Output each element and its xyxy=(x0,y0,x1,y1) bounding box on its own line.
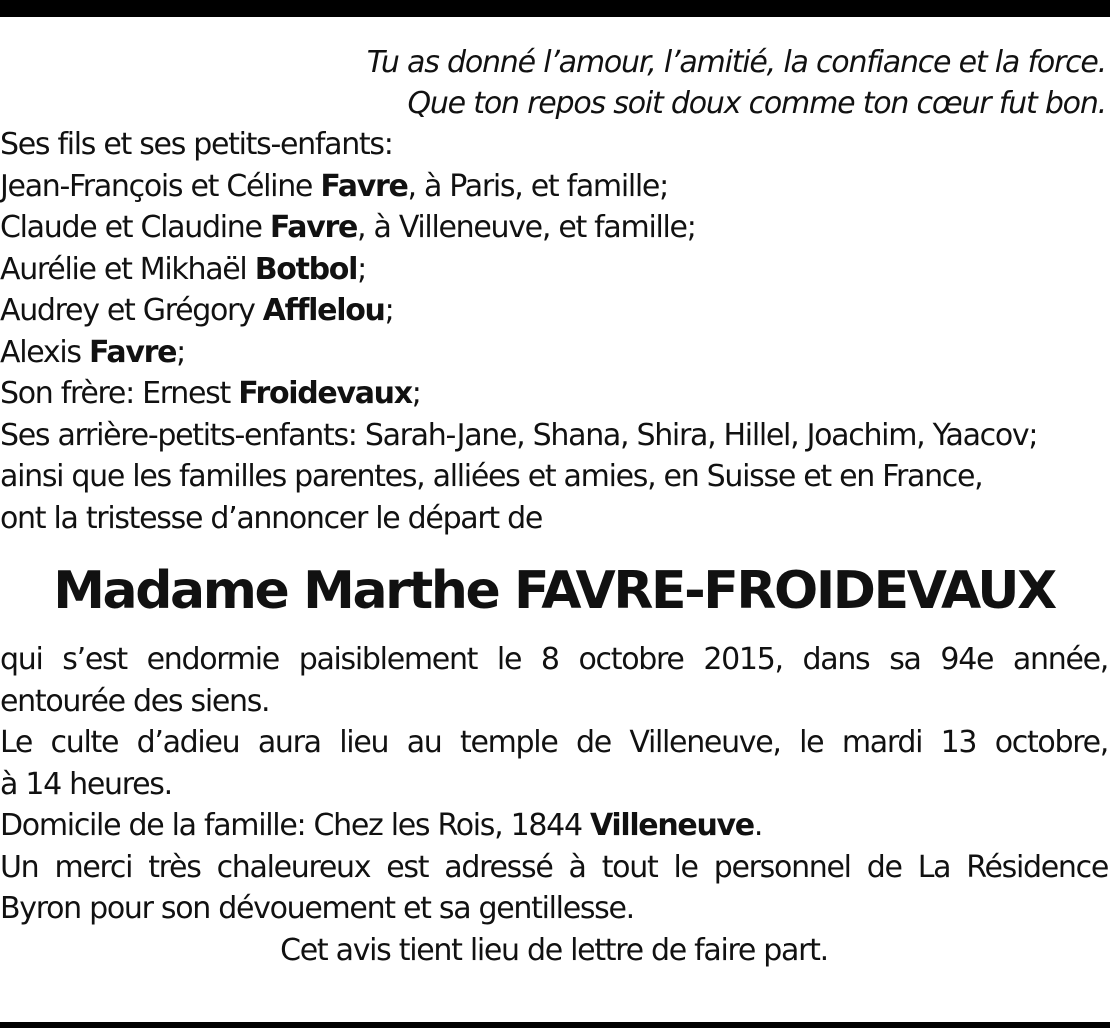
family-suffix: ; xyxy=(357,251,366,287)
epigraph xyxy=(0,42,1108,124)
family-surname: Botbol xyxy=(254,251,358,287)
family-suffix: ; xyxy=(176,334,185,370)
thanks-line-2: Byron pour son dévouement et sa gentillesse. xyxy=(0,891,634,926)
family-suffix: ; xyxy=(411,376,421,411)
family-line xyxy=(0,249,1108,291)
family-given-names: Alexis xyxy=(0,334,89,370)
obituary-notice xyxy=(0,42,1108,971)
death-line-2: entourée des siens. xyxy=(0,683,270,719)
thanks-line-1: Un merci très chaleureux est adressé à tout le personnel de La Résidence xyxy=(0,849,1108,885)
domicile-town: Villeneuve xyxy=(589,808,754,843)
mourners-list xyxy=(0,124,1108,539)
family-surname: Froidevaux xyxy=(238,376,412,411)
family-suffix: , à Villeneuve, et famille; xyxy=(357,210,696,245)
domicile-line xyxy=(0,805,1108,847)
epigraph-line-2: Que ton repos soit doux comme ton cœur fut bon. xyxy=(407,86,1106,121)
family-line xyxy=(0,373,1108,415)
domicile-prefix: Domicile de la famille: Chez les Rois, 1844 xyxy=(0,808,590,843)
mourners-intro: Ses fils et ses petits-enfants: xyxy=(0,127,393,162)
family-given-names: Son frère: Ernest xyxy=(0,376,239,411)
family-suffix: ; xyxy=(384,293,394,328)
family-line xyxy=(0,332,1108,374)
service-line-1: Le culte d’adieu aura lieu au temple de Villeneuve, le mardi 13 octobre, xyxy=(0,725,1108,760)
family-line xyxy=(0,290,1108,332)
family-surname: Favre xyxy=(88,334,177,370)
relatives-line: ainsi que les familles parentes, alliées et amies, en Suisse et en France, xyxy=(0,459,983,494)
family-line xyxy=(0,207,1108,249)
family-given-names: Jean-François et Céline xyxy=(0,168,321,204)
epigraph-line-1: Tu as donné l’amour, l’amitié, la confiance et la force. xyxy=(366,45,1106,80)
family-given-names: Audrey et Grégory xyxy=(0,293,263,328)
service-line-2: à 14 heures. xyxy=(0,766,172,802)
family-surname: Afflelou xyxy=(262,293,385,328)
family-given-names: Claude et Claudine xyxy=(0,210,270,245)
announcement-line: ont la tristesse d’annoncer le départ de xyxy=(0,500,543,536)
deceased-name: Madame Marthe FAVRE-FROIDEVAUX xyxy=(53,561,1055,621)
family-given-names: Aurélie et Mikhaël xyxy=(0,251,255,287)
closing-line: Cet avis tient lieu de lettre de faire part. xyxy=(280,932,828,968)
family-suffix: , à Paris, et famille; xyxy=(407,168,668,204)
family-surname: Favre xyxy=(320,168,408,204)
death-line-1: qui s’est endormie paisiblement le 8 octobre 2015, dans sa 94e année, xyxy=(0,642,1108,677)
family-line xyxy=(0,166,1108,208)
domicile-suffix: . xyxy=(753,808,763,843)
top-rule xyxy=(0,0,1110,17)
notice-details xyxy=(0,639,1108,930)
family-surname: Favre xyxy=(269,210,358,245)
bottom-rule xyxy=(0,1022,1110,1028)
great-grandchildren-line: Ses arrière-petits-enfants: Sarah-Jane, Shana, Shira, Hillel, Joachim, Yaacov; xyxy=(0,417,1038,453)
